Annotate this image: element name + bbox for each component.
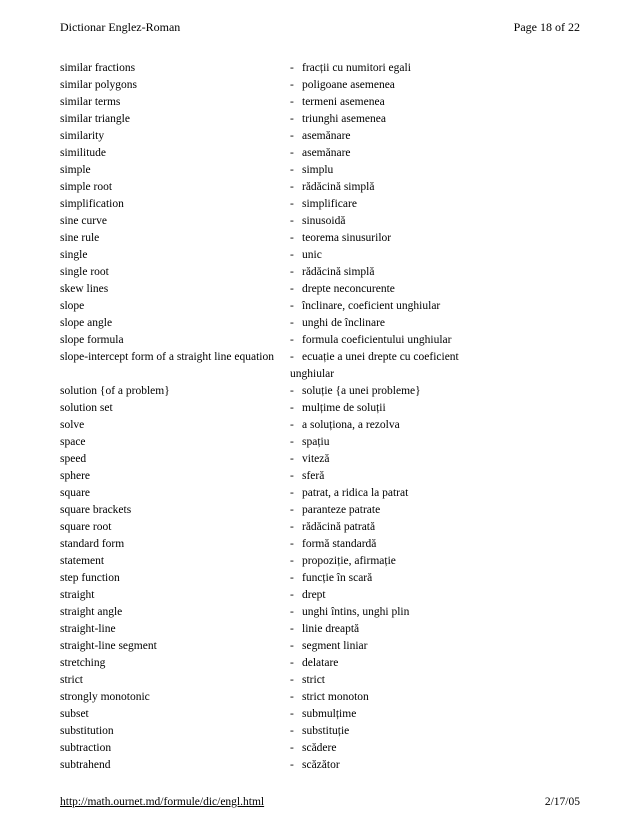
dictionary-entry — [60, 604, 490, 621]
entry-translation-cell — [290, 281, 490, 298]
entry-separator: - — [290, 725, 294, 737]
entry-translation: poligoane asemenea — [302, 79, 395, 91]
entry-translation: linie dreaptă — [302, 623, 360, 635]
dictionary-entry — [60, 281, 490, 298]
entry-translation-cell — [290, 179, 490, 196]
dictionary-entry — [60, 536, 490, 553]
entry-separator: - — [290, 164, 294, 176]
entry-translation: strict monoton — [302, 691, 369, 703]
entry-translation-cell — [290, 655, 490, 672]
dictionary-entry — [60, 111, 490, 128]
entry-translation: soluție {a unei probleme} — [302, 385, 421, 397]
dictionary-entry — [60, 706, 490, 723]
entry-separator: - — [290, 555, 294, 567]
entry-translation-cell — [290, 723, 490, 740]
entry-separator: - — [290, 640, 294, 652]
entry-translation: unghi întins, unghi plin — [302, 606, 410, 618]
entry-translation: sferă — [302, 470, 325, 482]
document-title: Dictionar Englez-Roman — [60, 20, 181, 34]
entry-translation-cell — [290, 434, 490, 451]
dictionary-entry — [60, 349, 490, 383]
entry-separator: - — [290, 470, 294, 482]
entry-translation: rădăcină patrată — [302, 521, 376, 533]
entry-translation-cell — [290, 519, 490, 536]
dictionary-entry — [60, 740, 490, 757]
entry-term: single root — [60, 266, 109, 278]
entry-term: sine rule — [60, 232, 100, 244]
entry-term: straight — [60, 589, 95, 601]
entry-separator: - — [290, 266, 294, 278]
entry-term: similar polygons — [60, 79, 137, 91]
entry-translation-cell — [290, 672, 490, 689]
dictionary-entry — [60, 570, 490, 587]
dictionary-entry — [60, 689, 490, 706]
dictionary-entry — [60, 417, 490, 434]
entry-translation-cell — [290, 536, 490, 553]
entry-translation-cell — [290, 604, 490, 621]
dictionary-entry — [60, 247, 490, 264]
dictionary-entry — [60, 757, 490, 774]
page-number: Page 18 of 22 — [513, 20, 580, 34]
entry-translation: triunghi asemenea — [302, 113, 386, 125]
entry-translation-cell — [290, 128, 490, 145]
dictionary-entries — [60, 60, 490, 774]
entry-term: slope — [60, 300, 85, 312]
entry-translation: rădăcină simplă — [302, 181, 375, 193]
entry-translation: asemănare — [302, 130, 351, 142]
entry-separator: - — [290, 589, 294, 601]
entry-translation-cell — [290, 638, 490, 655]
entry-translation: submulțime — [302, 708, 357, 720]
dictionary-entry — [60, 723, 490, 740]
dictionary-entry — [60, 145, 490, 162]
entry-separator: - — [290, 130, 294, 142]
entry-translation: a soluționa, a rezolva — [302, 419, 400, 431]
dictionary-entry — [60, 332, 490, 349]
dictionary-entry — [60, 60, 490, 77]
entry-term: slope-intercept form of a straight line equation — [60, 351, 274, 363]
entry-term: similar fractions — [60, 62, 136, 74]
entry-translation-cell — [290, 383, 490, 400]
entry-translation-cell — [290, 60, 490, 77]
entry-translation-cell — [290, 468, 490, 485]
entry-term: solution {of a problem} — [60, 385, 170, 397]
dictionary-entry — [60, 451, 490, 468]
entry-separator: - — [290, 606, 294, 618]
dictionary-entry — [60, 264, 490, 281]
entry-translation: funcție în scară — [302, 572, 373, 584]
entry-separator: - — [290, 385, 294, 397]
entry-separator: - — [290, 351, 294, 363]
entry-term: similar triangle — [60, 113, 130, 125]
entry-translation: propoziție, afirmație — [302, 555, 396, 567]
entry-translation: scăzător — [302, 759, 340, 771]
entry-term: single — [60, 249, 88, 261]
entry-translation: simplu — [302, 164, 334, 176]
dictionary-entry — [60, 468, 490, 485]
entry-translation-cell — [290, 145, 490, 162]
entry-term: sphere — [60, 470, 91, 482]
dictionary-entry — [60, 587, 490, 604]
dictionary-entry — [60, 434, 490, 451]
dictionary-entry — [60, 638, 490, 655]
entry-term: simple — [60, 164, 91, 176]
entry-translation-cell — [290, 196, 490, 213]
entry-term: space — [60, 436, 86, 448]
entry-translation: sinusoidă — [302, 215, 346, 227]
entry-translation: termeni asemenea — [302, 96, 385, 108]
entry-separator: - — [290, 283, 294, 295]
dictionary-entry — [60, 94, 490, 111]
entry-separator: - — [290, 538, 294, 550]
entry-translation-cell — [290, 621, 490, 638]
entry-term: similarity — [60, 130, 105, 142]
entry-separator: - — [290, 521, 294, 533]
entry-separator: - — [290, 419, 294, 431]
entry-term: sine curve — [60, 215, 107, 227]
entry-translation-cell — [290, 570, 490, 587]
entry-translation-cell — [290, 349, 490, 383]
entry-translation: unghi de înclinare — [302, 317, 386, 329]
dictionary-entry — [60, 230, 490, 247]
entry-translation: unic — [302, 249, 322, 261]
entry-translation: viteză — [302, 453, 330, 465]
entry-term: straight angle — [60, 606, 123, 618]
dictionary-entry — [60, 196, 490, 213]
entry-term: standard form — [60, 538, 125, 550]
entry-term: square root — [60, 521, 112, 533]
entry-translation: strict — [302, 674, 325, 686]
entry-separator: - — [290, 334, 294, 346]
entry-term: slope angle — [60, 317, 113, 329]
entry-translation-cell — [290, 740, 490, 757]
entry-separator: - — [290, 317, 294, 329]
dictionary-entry — [60, 672, 490, 689]
dictionary-entry — [60, 400, 490, 417]
entry-term: similitude — [60, 147, 106, 159]
entry-separator: - — [290, 96, 294, 108]
dictionary-entry — [60, 621, 490, 638]
entry-translation: drept — [302, 589, 326, 601]
entry-term: skew lines — [60, 283, 109, 295]
page-header — [60, 20, 580, 38]
entry-term: statement — [60, 555, 105, 567]
entry-term: strongly monotonic — [60, 691, 150, 703]
entry-term: simplification — [60, 198, 124, 210]
entry-translation-cell — [290, 502, 490, 519]
entry-term: similar terms — [60, 96, 121, 108]
entry-separator: - — [290, 623, 294, 635]
entry-translation: mulțime de soluții — [302, 402, 386, 414]
entry-translation: paranteze patrate — [302, 504, 381, 516]
print-date: 2/17/05 — [544, 796, 580, 808]
entry-translation: substituție — [302, 725, 350, 737]
entry-translation: patrat, a ridica la patrat — [302, 487, 409, 499]
entry-separator: - — [290, 215, 294, 227]
entry-term: speed — [60, 453, 87, 465]
entry-separator: - — [290, 402, 294, 414]
entry-translation-cell — [290, 417, 490, 434]
entry-term: subset — [60, 708, 89, 720]
dictionary-entry — [60, 213, 490, 230]
entry-term: stretching — [60, 657, 106, 669]
entry-translation-cell — [290, 757, 490, 774]
entry-separator: - — [290, 691, 294, 703]
entry-term: strict — [60, 674, 83, 686]
entry-term: square brackets — [60, 504, 132, 516]
entry-translation: teorema sinusurilor — [302, 232, 392, 244]
dictionary-entry — [60, 298, 490, 315]
dictionary-entry — [60, 485, 490, 502]
entry-translation-cell — [290, 315, 490, 332]
dictionary-entry — [60, 502, 490, 519]
entry-translation-cell — [290, 332, 490, 349]
entry-translation-cell — [290, 213, 490, 230]
entry-translation: spațiu — [302, 436, 330, 448]
entry-translation: formă standardă — [302, 538, 377, 550]
entry-separator: - — [290, 708, 294, 720]
entry-term: square — [60, 487, 91, 499]
entry-translation-cell — [290, 111, 490, 128]
entry-translation-cell — [290, 587, 490, 604]
entry-separator: - — [290, 453, 294, 465]
entry-separator: - — [290, 79, 294, 91]
dictionary-entry — [60, 519, 490, 536]
entry-separator: - — [290, 232, 294, 244]
entry-translation: ecuație a unei drepte cu coeficient unghiular — [290, 351, 459, 380]
entry-translation: drepte neconcurente — [302, 283, 395, 295]
entry-separator: - — [290, 147, 294, 159]
entry-term: simple root — [60, 181, 113, 193]
entry-separator: - — [290, 742, 294, 754]
entry-separator: - — [290, 759, 294, 771]
entry-term: subtraction — [60, 742, 112, 754]
entry-translation-cell — [290, 264, 490, 281]
entry-separator: - — [290, 181, 294, 193]
dictionary-entry — [60, 77, 490, 94]
entry-term: solve — [60, 419, 85, 431]
entry-term: straight-line segment — [60, 640, 157, 652]
entry-term: substitution — [60, 725, 114, 737]
dictionary-entry — [60, 179, 490, 196]
dictionary-entry — [60, 315, 490, 332]
entry-translation: scădere — [302, 742, 337, 754]
entry-separator: - — [290, 249, 294, 261]
entry-translation: asemănare — [302, 147, 351, 159]
entry-translation: segment liniar — [302, 640, 368, 652]
entry-translation-cell — [290, 230, 490, 247]
entry-separator: - — [290, 572, 294, 584]
dictionary-entry — [60, 553, 490, 570]
entry-term: step function — [60, 572, 120, 584]
dictionary-entry — [60, 128, 490, 145]
source-link[interactable]: http://math.ournet.md/formule/dic/engl.html — [60, 796, 265, 808]
dictionary-entry — [60, 655, 490, 672]
dictionary-entry — [60, 383, 490, 400]
entry-term: subtrahend — [60, 759, 111, 771]
entry-translation-cell — [290, 553, 490, 570]
entry-translation-cell — [290, 451, 490, 468]
entry-translation-cell — [290, 77, 490, 94]
entry-term: solution set — [60, 402, 113, 414]
entry-translation: înclinare, coeficient unghiular — [302, 300, 441, 312]
dictionary-entry — [60, 162, 490, 179]
entry-separator: - — [290, 113, 294, 125]
entry-translation: simplificare — [302, 198, 357, 210]
entry-translation-cell — [290, 706, 490, 723]
entry-term: slope formula — [60, 334, 124, 346]
entry-separator: - — [290, 674, 294, 686]
entry-translation: delatare — [302, 657, 339, 669]
entry-translation: fracții cu numitori egali — [302, 62, 411, 74]
entry-translation-cell — [290, 485, 490, 502]
entry-separator: - — [290, 198, 294, 210]
entry-translation: rădăcină simplă — [302, 266, 375, 278]
entry-translation-cell — [290, 689, 490, 706]
entry-separator: - — [290, 487, 294, 499]
entry-translation-cell — [290, 162, 490, 179]
entry-separator: - — [290, 436, 294, 448]
entry-term: straight-line — [60, 623, 116, 635]
entry-translation-cell — [290, 247, 490, 264]
entry-translation: formula coeficientului unghiular — [302, 334, 452, 346]
entry-translation-cell — [290, 400, 490, 417]
entry-separator: - — [290, 62, 294, 74]
entry-separator: - — [290, 657, 294, 669]
entry-translation-cell — [290, 298, 490, 315]
entry-translation-cell — [290, 94, 490, 111]
entry-separator: - — [290, 300, 294, 312]
entry-separator: - — [290, 504, 294, 516]
